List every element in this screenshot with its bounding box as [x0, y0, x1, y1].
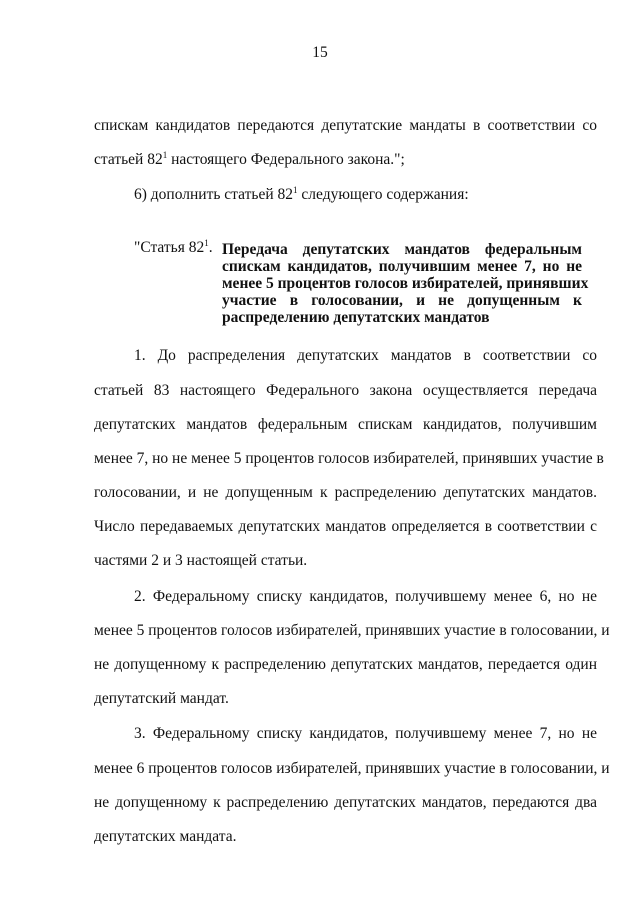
amendment-instruction-text-end: следующего содержания: — [297, 186, 469, 203]
part-3-line: 3. Федеральному списку кандидатов, получившему менее 7, но не — [134, 725, 597, 742]
article-title-line: Передача депутатских мандатов федеральным — [222, 241, 582, 258]
part-1-line: голосовании, и не допущенным к распределению депутатских мандатов. — [94, 484, 597, 501]
part-2-line: менее 5 процентов голосов избирателей, принявших участие в голосовании, и — [94, 622, 610, 639]
amendment-instruction — [134, 185, 597, 205]
superscript: 1 — [162, 150, 168, 160]
intro-line-2-text-end: настоящего Федерального закона."; — [167, 151, 405, 168]
part-2-line: депутатский мандат. — [94, 690, 229, 707]
article-title-line: менее 5 процентов голосов избирателей, принявших — [222, 275, 589, 292]
superscript: 1 — [293, 185, 298, 195]
article-title-line: распределению депутатских мандатов — [222, 309, 490, 326]
intro-line-2-text: статьей 82 — [94, 151, 163, 168]
article-label-dot: . — [208, 239, 213, 256]
part-2-line: 2. Федеральному списку кандидатов, получившему менее 6, но не — [134, 588, 597, 605]
part-3-line: не допущенному к распределению депутатских мандатов, передаются два — [94, 794, 597, 811]
part-1-line: Число передаваемых депутатских мандатов определяется в соответствии с — [94, 518, 597, 535]
part-1-line: депутатских мандатов федеральным спискам кандидатов, получившим — [94, 416, 597, 433]
part-1-line: менее 7, но не менее 5 процентов голосов избирателей, принявших участие в — [94, 450, 604, 467]
article-title-line: участие в голосовании, и не допущенным к — [222, 292, 582, 309]
part-1-line: 1. До распределения депутатских мандатов в соответствии со — [134, 347, 597, 364]
article-label-text: "Статья 82 — [134, 239, 205, 256]
part-3-line: депутатских мандата. — [94, 828, 237, 845]
superscript: 1 — [204, 238, 209, 248]
article-title-line: спискам кандидатов, получившим менее 7, но не — [222, 258, 582, 275]
intro-line-1: спискам кандидатов передаются депутатские мандаты в соответствии со — [94, 117, 597, 134]
part-3-line: менее 6 процентов голосов избирателей, принявших участие в голосовании, и — [94, 760, 610, 777]
page-number: 15 — [312, 44, 328, 61]
part-1-line: статьей 83 настоящего Федерального закона осуществляется передача — [94, 382, 597, 399]
intro-line-2 — [94, 150, 597, 170]
article-label — [134, 238, 213, 258]
part-2-line: не допущенному к распределению депутатских мандатов, передается один — [94, 656, 597, 673]
amendment-instruction-text: 6) дополнить статьей 82 — [134, 186, 294, 203]
part-1-line: частями 2 и 3 настоящей статьи. — [94, 552, 308, 569]
